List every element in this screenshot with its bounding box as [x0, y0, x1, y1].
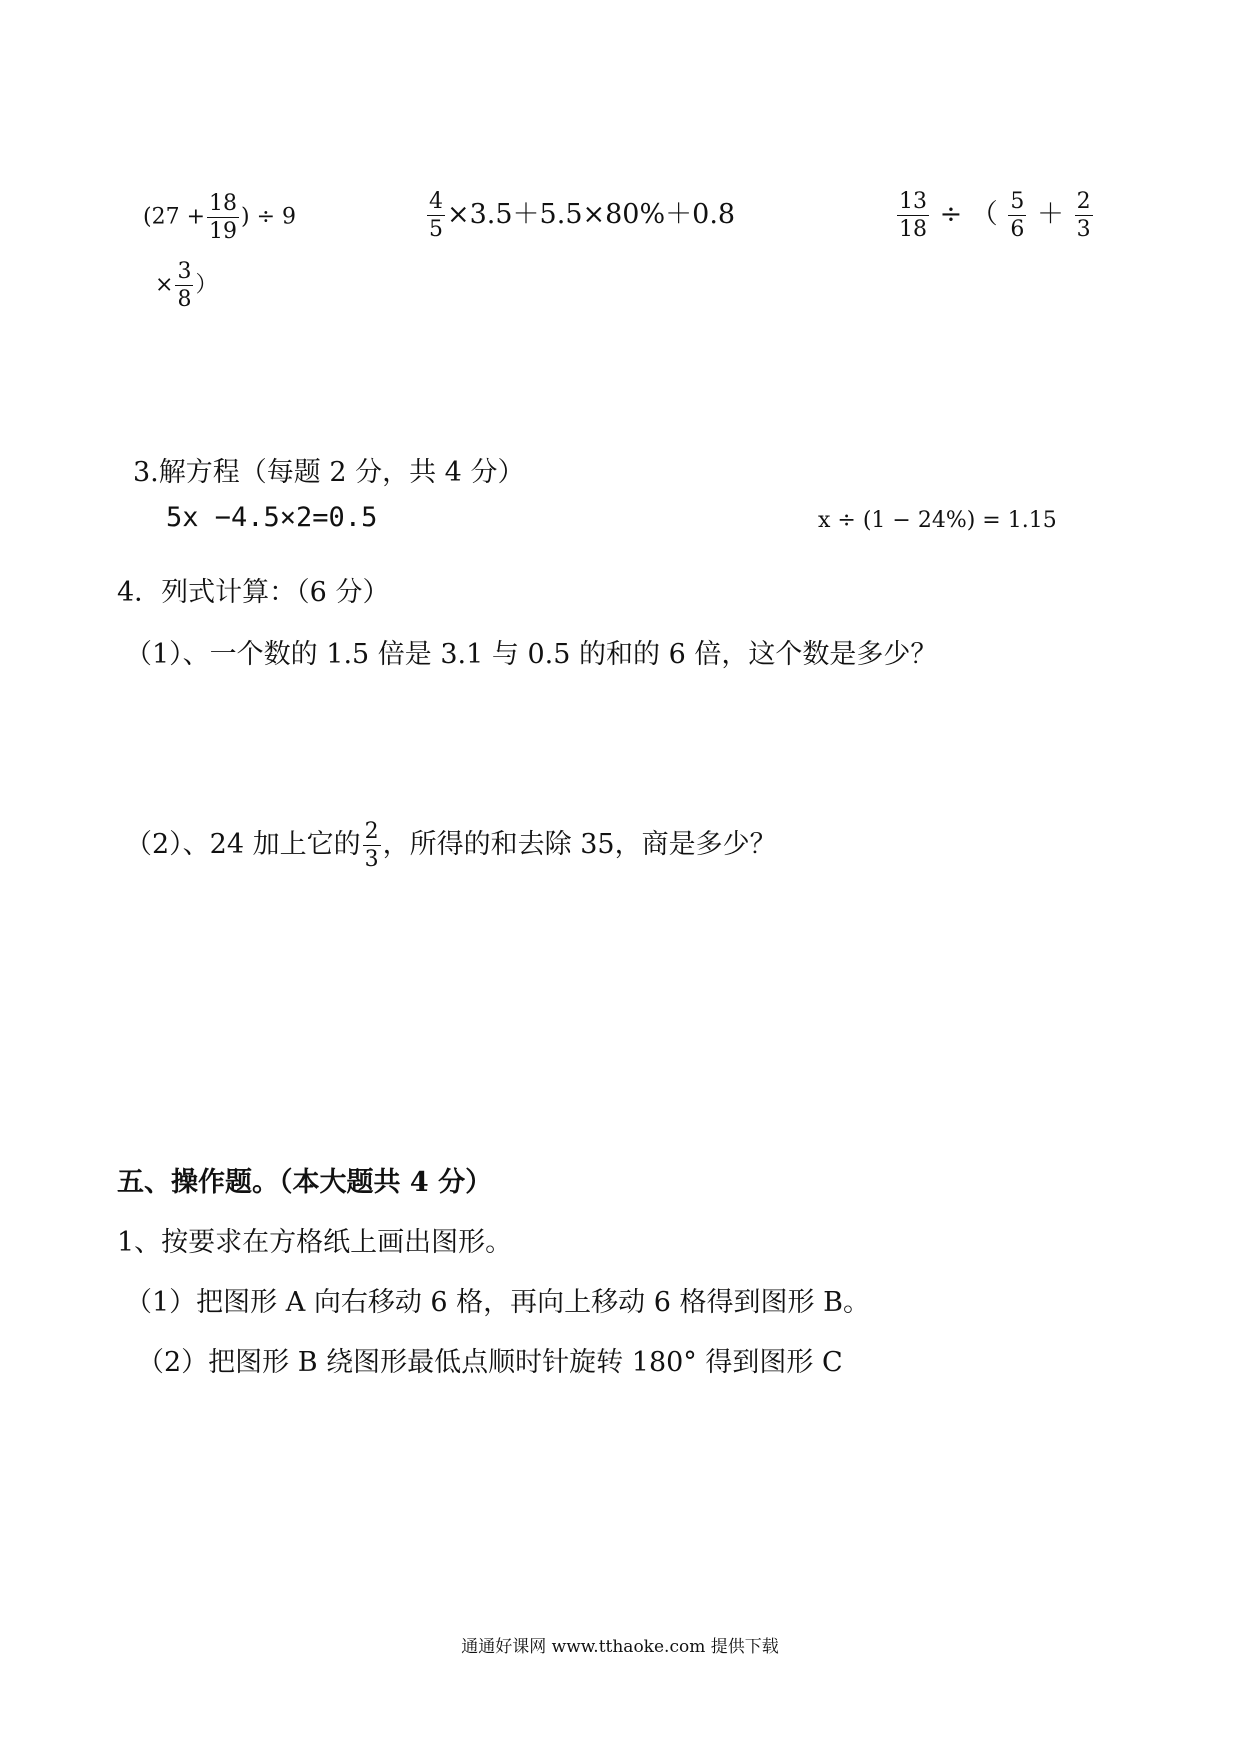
calc-expr-3 [895, 190, 1095, 241]
q2-post: ，所得的和去除 35，商是多少？ [382, 829, 777, 861]
q2-fraction: $\frac{2}{3}$ [364, 819, 379, 873]
expr3-op-1: ÷ （ [939, 199, 998, 231]
expr3-op-2: ＋ [1037, 199, 1064, 231]
listcalc-heading: 4．列式计算：（6 分） [117, 577, 390, 608]
expr1-fraction: $\frac{18}{19}$ [209, 191, 238, 245]
equation-2: x ÷ (1 − 24%) = 1.15 [818, 508, 1057, 533]
expr3-fraction-3: $\frac{2}{3}$ [1076, 189, 1091, 243]
expr3-fraction-1: $\frac{13}{18}$ [899, 189, 927, 243]
calc-expr-1 [143, 192, 296, 243]
section5-item-1: 1、按要求在方格纸上画出图形。 [117, 1227, 513, 1258]
section5-subitem-1: （1）把图形 A 向右移动 6 格，再向上移动 6 格得到图形 B。 [125, 1287, 870, 1318]
q2-pre: （2）、24 加上它的 [125, 829, 361, 861]
page-footer: 通通好课网 www.tthaoke.com 提供下载 [461, 1637, 779, 1657]
expr3-fraction-2: $\frac{5}{6}$ [1010, 189, 1025, 243]
expr1-pre: (27 + [143, 204, 206, 230]
expr2-fraction: $\frac{4}{5}$ [429, 189, 443, 243]
equation-1: 5x −4.5×2=0.5 [166, 502, 378, 533]
expr1-tail-fraction: $\frac{3}{8}$ [177, 259, 192, 313]
expr1-tail-post: ） [195, 272, 218, 298]
expr1-post: ) ÷ 9 [241, 204, 297, 230]
listcalc-question-1: （1）、一个数的 1.5 倍是 3.1 与 0.5 的和的 6 倍，这个数是多少？ [125, 639, 938, 670]
section5-heading: 五、操作题。（本大题共 4 分） [117, 1167, 493, 1198]
listcalc-question-2 [125, 820, 777, 871]
expr2-post: ×3.5＋5.5×80%＋0.8 [447, 199, 736, 231]
expr1-tail-pre: × [155, 272, 174, 298]
section5-subitem-2: （2）把图形 B 绕图形最低点顺时针旋转 180° 得到图形 C [137, 1347, 843, 1378]
calc-expr-1-tail [155, 260, 217, 311]
equations-heading: 3.解方程（每题 2 分，共 4 分） [133, 457, 525, 488]
calc-expr-2 [425, 190, 735, 241]
